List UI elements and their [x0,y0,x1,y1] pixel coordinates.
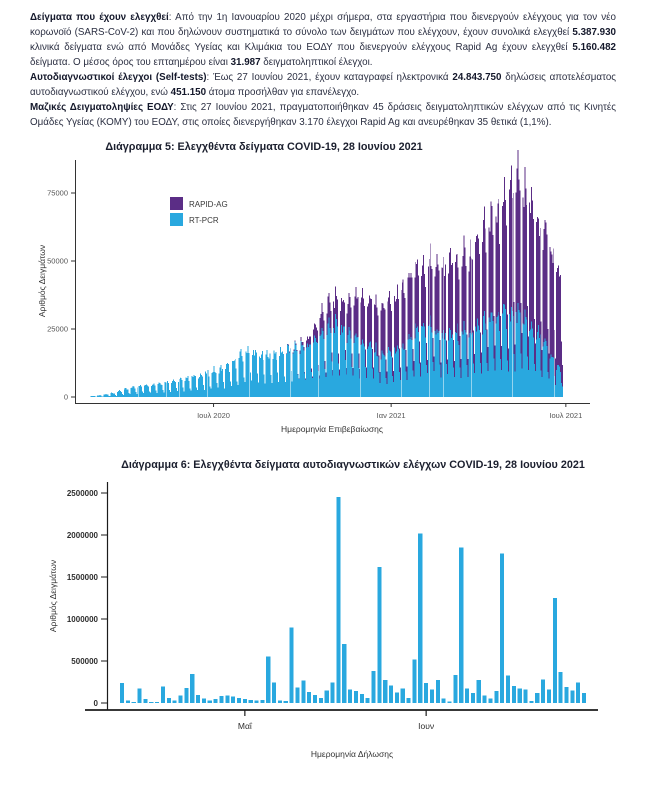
bar [471,693,475,703]
chart5-bars [90,150,563,397]
bar [126,701,130,703]
text-run-bold: 451.150 [170,87,207,98]
chart6-figure [0,470,646,780]
bar [149,702,153,703]
bar [231,696,235,703]
bar [483,696,487,703]
bar [518,689,522,703]
bar [295,687,299,703]
bar [161,687,165,703]
bar [494,691,498,703]
bar [167,698,171,703]
bar [418,533,422,703]
bar [570,691,574,703]
x-axis-title: Ημερομηνία Δήλωσης [310,749,394,759]
text-run: κλινικά δείγματα ενώ από Μονάδες Υγείας και Κλιμάκια του ΕΟΔΥ που διενεργούν ελέγχους Rapid Ag έχουν ελεγχθεί [30,42,573,53]
bar [249,700,253,703]
bar [442,698,446,703]
text-run: δείγματα. Ο μέσος όρος του επταημέρου είναι [30,57,231,68]
bar [325,691,329,703]
chart5-figure [0,150,646,440]
y-axis-title: Αριθμός Δειγμάτων [37,244,47,318]
bar [360,694,364,703]
x-axis-tick-label: Ιουν [418,721,435,731]
bar [237,698,241,703]
text-run-bold: 24.843.750 [452,72,502,83]
bar [465,689,469,703]
bar [453,675,457,703]
y-axis-tick-label: 0 [93,699,98,708]
text-run-bold: Δείγματα που έχουν ελεγχθεί [30,12,169,23]
text-run: άτομα προσήλθαν για επανέλεγχο. [206,87,360,98]
bar [354,691,358,703]
chart5-legend [170,197,228,226]
bar [225,695,229,703]
chart6-bars [120,497,586,703]
bar [307,692,311,703]
bar [272,682,276,703]
bar [412,660,416,703]
x-axis-tick-label: Ιουλ 2020 [197,411,230,420]
chart6-y-ticks [67,489,107,708]
bar [407,698,411,703]
bar [576,683,580,703]
y-axis-tick-label: 0 [63,392,68,402]
bar [336,497,340,703]
bar [447,701,451,703]
bar [120,683,124,703]
bar [132,702,136,703]
legend-swatch [170,197,183,210]
bar [424,683,428,703]
chart6-x-ticks [238,710,434,731]
text-run: : Από την 1η Ιανουαρίου 2020 μέχρι σήμερα, στα εργαστήρια που διενεργούν ελέγχους για τον νέο κορωνοϊό (SARS-CoV-2) και που δηλώνουν συστηματικά το σύνολο των δειγμάτων που ελέγχουν, έχουν συνολικά ελεγχθεί [30,12,616,38]
text-run: δειγματοληπτικοί έλεγχοι. [260,57,373,68]
y-axis-tick-label: 75000 [47,188,68,198]
bar [190,674,194,703]
y-axis-tick-label: 2000000 [66,531,98,540]
bar [313,695,317,703]
chart5-y-ticks [47,189,75,402]
y-axis-tick-label: 25000 [47,324,68,334]
y-axis-tick-label: 500000 [71,657,98,666]
chart6-axes [85,482,598,710]
bar [348,690,352,703]
text-run: δηλώσεις αποτελέσματος αυτοδιαγνωστικού ελέγχου, ενώ [30,72,617,98]
text-run-bold: Μαζικές Δειγματοληψίες ΕΟΔΥ [30,102,174,113]
x-axis-tick-label: Ιουλ 2021 [549,411,583,420]
legend-label: RAPID-AG [189,200,228,209]
intro-paragraph [30,10,616,70]
bar [196,695,200,703]
bar [389,685,393,703]
bar [459,548,463,703]
bar [173,701,177,703]
chart5-title: Διάγραμμα 5: Ελεγχθέντα δείγματα COVID-19, 28 Ιουνίου 2021 [105,141,423,153]
bar [395,693,399,704]
legend-swatch [170,213,183,226]
bar [383,680,387,703]
bar [541,680,545,703]
bar [138,688,142,703]
bar [488,699,492,703]
bar [430,690,434,703]
bar [243,699,247,703]
text-run: : Έως 27 Ιουνίου 2021, έχουν καταγραφεί ηλεκτρονικά [206,72,453,83]
x-axis-tick-label: Ιαν 2021 [376,411,406,420]
bar [255,700,259,703]
text-run-bold: 5.387.930 [572,27,616,38]
bar [266,656,270,703]
bar [436,680,440,703]
x-axis-tick-label: Μαΐ [237,721,252,731]
x-axis-title: Ημερομηνία Επιβεβαίωσης [281,424,383,434]
bar [214,699,218,703]
text-run: : Στις 27 Ιουνίου 2021, πραγματοποιήθηκαν 45 δράσεις δειγματοληπτικών ελέγχων από τις Κινητές Ομάδες Υγείας (ΚΟΜΥ) του ΕΟΔΥ, στις οποίες διενεργήθηκαν 3.170 έλεγχοι Rapid Ag και ανευρέθηκαν 35 θετικά (1,1%). [30,102,616,128]
text-run-bold: 5.160.482 [572,42,616,53]
bar [547,690,551,703]
bar [366,698,370,703]
bar [535,693,539,703]
bar [377,567,381,703]
bar [278,700,282,703]
bar [260,700,264,703]
bar [524,689,528,703]
bar [184,688,188,703]
bar [529,701,533,703]
bar [331,682,335,703]
intro-text-block [30,10,616,130]
bar [290,627,294,703]
bar [342,644,346,703]
legend-label: RT-PCR [189,216,219,225]
y-axis-tick-label: 1500000 [66,573,98,582]
bar [512,686,516,703]
bar [582,693,586,703]
bar [301,680,305,703]
bar [553,598,557,703]
bar [564,687,568,703]
bar [155,702,159,703]
intro-paragraph [30,100,616,130]
bar [371,671,375,703]
y-axis-tick-label: 1000000 [66,615,98,624]
y-axis-title: Αριθμός Δειγμάτων [48,559,58,633]
bar [506,675,510,703]
y-axis-tick-label: 50000 [47,256,68,266]
chart5-x-ticks [197,403,582,420]
bar [559,672,563,703]
bar [202,698,206,703]
text-run-bold: Αυτοδιαγνωστικοί έλεγχοι (Self-tests) [30,72,207,83]
text-run-bold: 31.987 [230,57,261,68]
bar [401,689,405,703]
chart5-axes [75,160,590,404]
bar [284,701,288,703]
bar [143,699,147,703]
y-axis-tick-label: 2500000 [66,489,98,498]
bar [500,553,504,703]
bar [477,680,481,703]
intro-paragraph [30,70,616,100]
bar [178,695,182,703]
bar [319,698,323,703]
bar [219,696,223,703]
bar [208,701,212,703]
chart6-title: Διάγραμμα 6: Ελεγχθέντα δείγματα αυτοδιαγνωστικών ελέγχων COVID-19, 28 Ιουνίου 2021 [121,459,585,471]
